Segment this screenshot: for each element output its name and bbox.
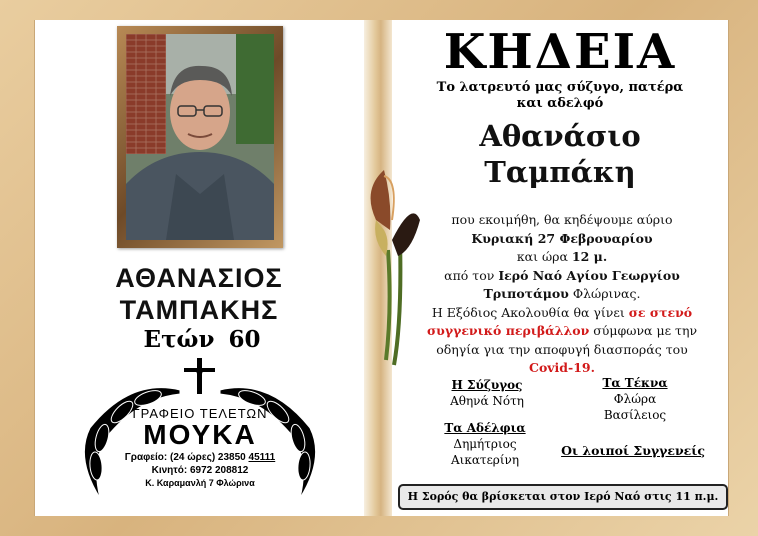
child-name: Βασίλειος bbox=[603, 408, 667, 422]
deceased-last-name: ΤΑΜΠΑΚΗΣ bbox=[119, 295, 279, 325]
funeral-home-mobile: Κινητό: 6972 208812 bbox=[151, 465, 249, 476]
child-name: Φλώρα bbox=[613, 392, 657, 406]
service-highlight-1: σε στενό bbox=[628, 304, 693, 320]
viewing-note: Η Σορός θα βρίσκεται στον Ιερό Ναό στις 11 π.μ. bbox=[398, 484, 728, 510]
funeral-home-name: ΜΟΥΚΑ bbox=[143, 419, 257, 450]
children-heading: Τα Τέκνα bbox=[602, 376, 668, 390]
time-label: και ώρα bbox=[516, 249, 572, 264]
funeral-home-logo bbox=[70, 358, 330, 508]
service-text-2: σύμφωνα με την bbox=[589, 323, 698, 338]
notice-body bbox=[412, 211, 712, 378]
office-phone-tail: 45111 bbox=[248, 452, 276, 463]
service-highlight-2: συγγενικό περιβάλλον bbox=[426, 323, 590, 338]
body-time bbox=[412, 248, 712, 267]
notice-deceased-name bbox=[392, 118, 728, 190]
notice-first-name: Αθανάσιο bbox=[479, 119, 641, 153]
spouse-heading: Η Σύζυγος bbox=[451, 378, 523, 392]
sibling-name: Δημήτριος bbox=[453, 437, 517, 451]
church-name: Ιερό Ναό Αγίου Γεωργίου bbox=[498, 267, 680, 283]
notice-last-name: Ταμπάκη bbox=[484, 155, 636, 189]
portrait-frame bbox=[117, 26, 283, 248]
siblings-block bbox=[430, 420, 540, 468]
body-family-circle bbox=[412, 322, 712, 341]
town-name: Φλώρινας. bbox=[568, 286, 641, 301]
church-prefix: από τον bbox=[444, 267, 499, 283]
intro-line-1: Το λατρευτό μας σύζυγο, πατέρα bbox=[436, 80, 684, 95]
other-relatives: Οι λοιποί Συγγενείς bbox=[561, 443, 705, 458]
children-block bbox=[580, 375, 690, 423]
funeral-home-office bbox=[70, 452, 330, 463]
age-value: 60 bbox=[228, 326, 261, 353]
body-guidance: οδηγία για την αποφυγή διασποράς του bbox=[436, 341, 688, 357]
office-phone-label: Γραφείο: (24 ώρες) 23850 bbox=[124, 452, 246, 463]
funeral-home-title: ΓΡΑΦΕΙΟ ΤΕΛΕΤΩΝ bbox=[132, 406, 268, 421]
notice-intro bbox=[392, 80, 728, 112]
funeral-home-address: Κ. Καραμανλή 7 Φλώρινα bbox=[145, 478, 255, 488]
village-name: Τριποτάμου bbox=[483, 286, 569, 301]
portrait-photo bbox=[126, 34, 274, 240]
time-value: 12 μ. bbox=[571, 249, 608, 264]
service-text: Η Εξόδιος Ακολουθία θα γίνει bbox=[431, 304, 629, 320]
spouse-block bbox=[432, 377, 542, 409]
deceased-first-name: ΑΘΑΝΑΣΙΟΣ bbox=[115, 263, 283, 293]
age-line bbox=[34, 326, 364, 353]
body-church bbox=[412, 267, 712, 286]
notice-title: ΚΗΔΕΙΑ bbox=[443, 24, 677, 80]
spouse-name: Αθηνά Νότη bbox=[450, 394, 524, 408]
body-service bbox=[412, 304, 712, 323]
siblings-heading: Τα Αδέλφια bbox=[444, 421, 526, 435]
body-covid: Covid-19. bbox=[529, 360, 595, 375]
body-village bbox=[412, 285, 712, 304]
age-label: Ετών bbox=[143, 326, 215, 353]
body-date: Κυριακή 27 Φεβρουαρίου bbox=[471, 230, 653, 246]
body-line-1: που εκοιμήθη, θα κηδέψουμε αύριο bbox=[451, 212, 673, 227]
deceased-name-block bbox=[34, 262, 364, 326]
sibling-name: Αικατερίνη bbox=[450, 453, 520, 467]
intro-line-2: και αδελφό bbox=[516, 96, 604, 111]
